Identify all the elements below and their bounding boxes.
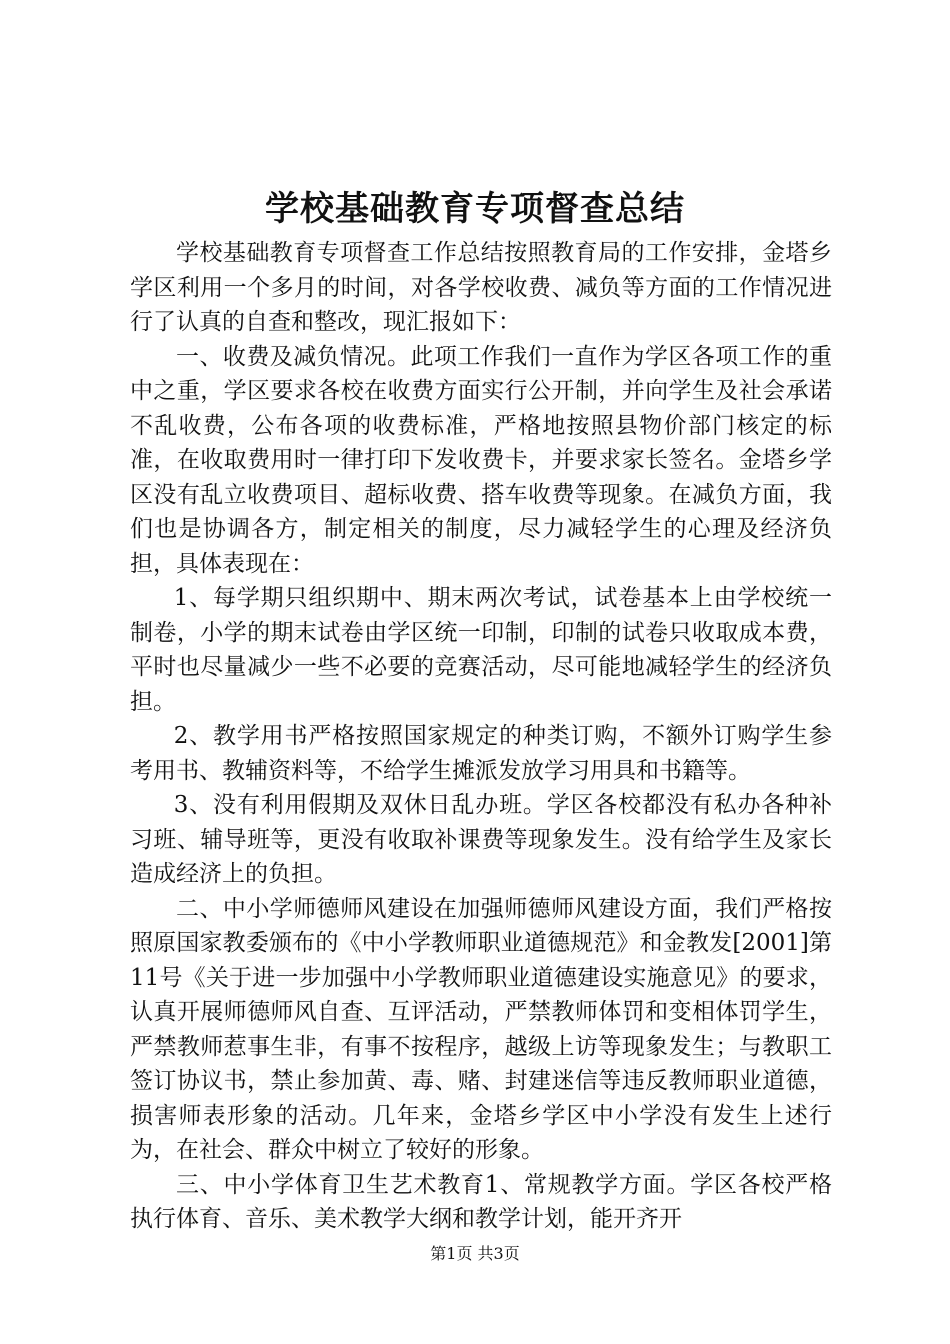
section-2-paragraph: 二、中小学师德师风建设在加强师德师风建设方面，我们严格按照原国家教委颁布的《中小学教师职业道德规范》和金教发[2001]第11号《关于进一步加强中小学教师职业道德建设实施意见》的要求，认真开展师德师风自查、互评活动，严禁教师体罚和变相体罚学生，严禁教师惹事生非，有事不按程序，越级上访等现象发生；与教职工签订协议书，禁止参加黄、毒、赌、封建迷信等违反教师职业道德，损害师表形象的活动。几年来，金塔乡学区中小学没有发生上述行为，在社会、群众中树立了较好的形象。: [130, 895, 832, 1163]
section-3-paragraph: 三、中小学体育卫生艺术教育1、常规教学方面。学区各校严格执行体育、音乐、美术教学大纲和教学计划，能开齐开: [130, 1171, 832, 1232]
intro-paragraph: 学校基础教育专项督查工作总结按照教育局的工作安排，金塔乡学区利用一个多月的时间，对各学校收费、减负等方面的工作情况进行了认真的自查和整改，现汇报如下：: [130, 240, 832, 335]
document-title: 学校基础教育专项督查总结: [265, 189, 685, 229]
list-item-2: 2、教学用书严格按照国家规定的种类订购，不额外订购学生参考用书、教辅资料等，不给学生摊派发放学习用具和书籍等。: [130, 723, 832, 784]
list-item-3: 3、没有利用假期及双休日乱办班。学区各校都没有私办各种补习班、辅导班等，更没有收取补课费等现象发生。没有给学生及家长造成经济上的负担。: [130, 792, 832, 887]
section-1-paragraph: 一、收费及减负情况。此项工作我们一直作为学区各项工作的重中之重，学区要求各校在收费方面实行公开制，并向学生及社会承诺不乱收费，公布各项的收费标准，严格地按照县物价部门核定的标准，在收取费用时一律打印下发收费卡，并要求家长签名。金塔乡学区没有乱立收费项目、超标收费、搭车收费等现象。在减负方面，我们也是协调各方，制定相关的制度，尽力减轻学生的心理及经济负担，具体表现在：: [130, 343, 832, 577]
document-body: [130, 236, 832, 1237]
list-item-1: 1、每学期只组织期中、期末两次考试，试卷基本上由学校统一制卷，小学的期末试卷由学区统一印制，印制的试卷只收取成本费，平时也尽量减少一些不必要的竞赛活动，尽可能地减轻学生的经济负担。: [130, 585, 832, 715]
page-footer: 第1页 共3页: [430, 1244, 520, 1263]
